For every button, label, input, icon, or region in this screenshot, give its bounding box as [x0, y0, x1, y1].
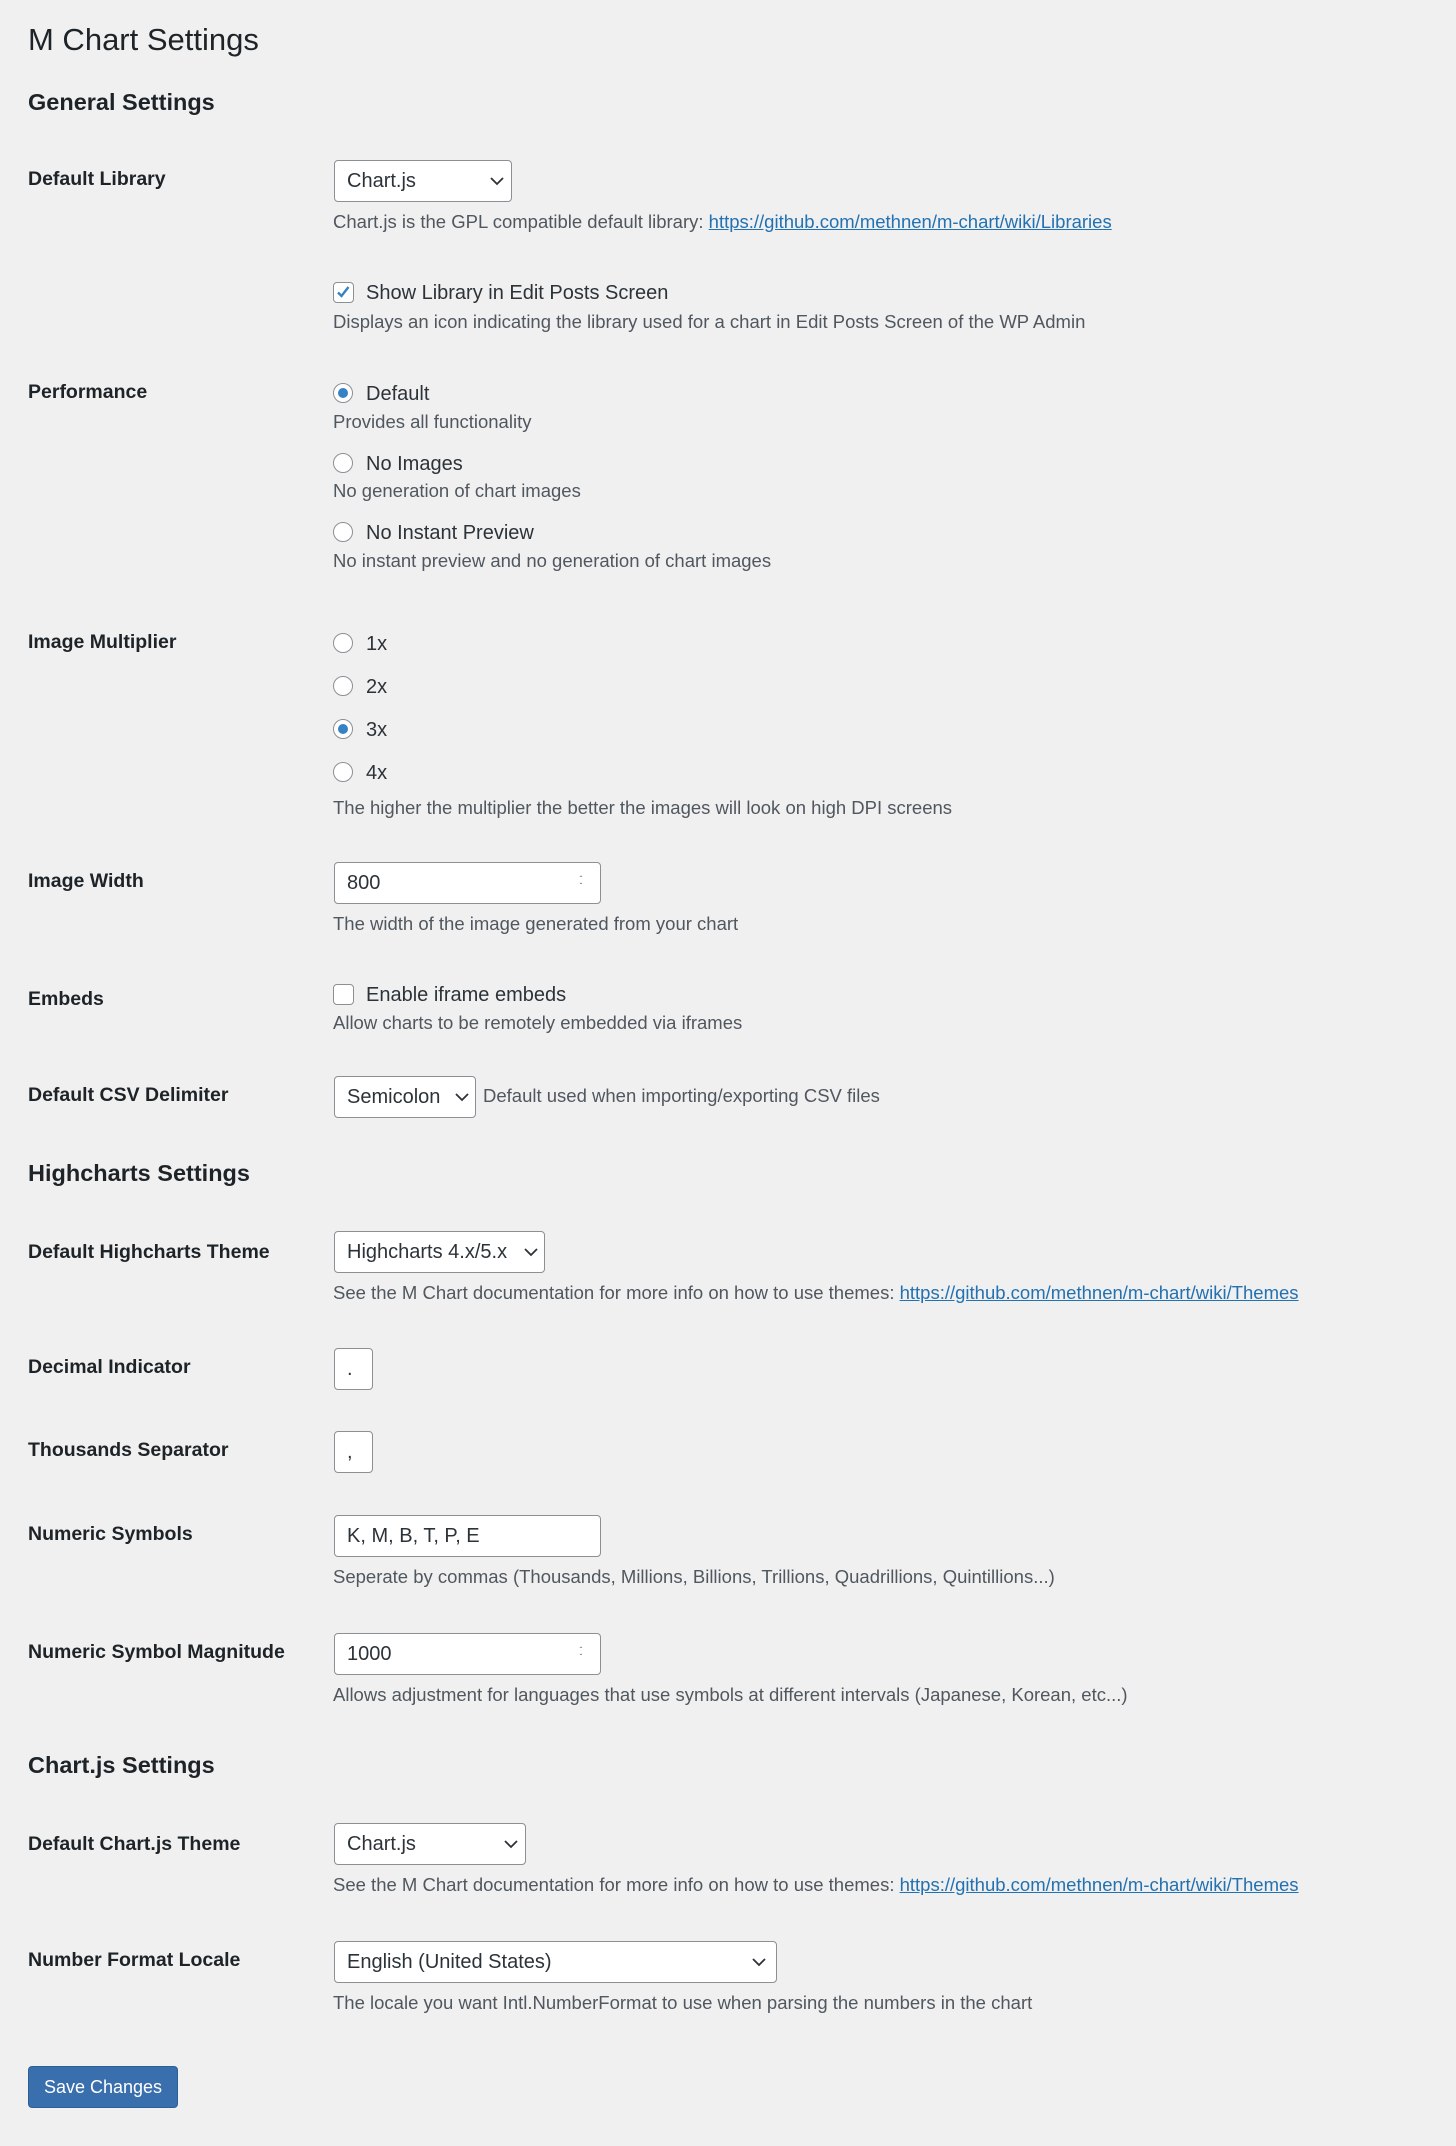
numeric-symbols-input[interactable]: K, M, B, T, P, E [334, 1515, 601, 1557]
multiplier-radio-3x[interactable] [333, 719, 353, 739]
checkmark-icon [334, 283, 352, 301]
multiplier-option-label: 3x [366, 719, 388, 741]
libraries-link[interactable]: https://github.com/methnen/m-chart/wiki/Libraries [708, 211, 1112, 232]
number-format-locale-description: The locale you want Intl.NumberFormat to use when parsing the numbers in the chart [333, 1992, 1033, 2013]
default-library-label: Default Library [28, 168, 166, 190]
page-title: M Chart Settings [28, 22, 259, 57]
chevron-down-icon [449, 1093, 475, 1102]
multiplier-option-label: 2x [366, 676, 388, 698]
default-library-description: Chart.js is the GPL compatible default library: https://github.com/methnen/m-chart/wiki/Libraries [333, 211, 1112, 232]
section-heading-chartjs: Chart.js Settings [28, 1752, 215, 1778]
number-format-locale-select[interactable]: English (United States) [334, 1941, 777, 1983]
show-library-label: Show Library in Edit Posts Screen [366, 282, 669, 304]
decimal-indicator-label: Decimal Indicator [28, 1356, 191, 1378]
chartjs-theme-select[interactable]: Chart.js [334, 1823, 526, 1865]
number-spinner-icon[interactable]: ˆ ˇ [579, 875, 583, 891]
numeric-symbol-magnitude-label: Numeric Symbol Magnitude [28, 1641, 285, 1663]
performance-option-description: No generation of chart images [333, 480, 581, 501]
thousands-separator-label: Thousands Separator [28, 1439, 229, 1461]
image-width-description: The width of the image generated from your chart [333, 913, 739, 934]
multiplier-radio-4x[interactable] [333, 762, 353, 782]
themes-link[interactable]: https://github.com/methnen/m-chart/wiki/Themes [899, 1282, 1299, 1303]
decimal-indicator-input[interactable]: . [334, 1348, 373, 1390]
performance-label: Performance [28, 381, 148, 403]
save-changes-button[interactable]: Save Changes [28, 2066, 178, 2108]
performance-radio-no-instant-preview[interactable] [333, 522, 353, 542]
performance-radio-no-images[interactable] [333, 453, 353, 473]
number-format-locale-label: Number Format Locale [28, 1949, 241, 1971]
chartjs-theme-label: Default Chart.js Theme [28, 1833, 241, 1855]
multiplier-option-label: 1x [366, 633, 388, 655]
default-library-value: Chart.js [347, 169, 416, 192]
enable-iframe-embeds-checkbox[interactable] [333, 984, 354, 1005]
chevron-down-icon [483, 177, 511, 186]
chevron-down-icon [497, 1840, 525, 1849]
highcharts-theme-label: Default Highcharts Theme [28, 1241, 270, 1263]
numeric-symbol-magnitude-input[interactable]: 1000 ˆ ˇ [334, 1633, 601, 1675]
themes-link[interactable]: https://github.com/methnen/m-chart/wiki/Themes [899, 1874, 1299, 1895]
show-library-description: Displays an icon indicating the library used for a chart in Edit Posts Screen of the WP Admin [333, 311, 1086, 332]
multiplier-option-label: 4x [366, 762, 388, 784]
number-spinner-icon[interactable]: ˆ ˇ [579, 1646, 583, 1662]
enable-iframe-embeds-label: Enable iframe embeds [366, 984, 567, 1006]
show-library-checkbox[interactable] [333, 282, 354, 303]
highcharts-theme-description: See the M Chart documentation for more info on how to use themes: https://github.com/methnen/m-chart/wiki/Themes [333, 1282, 1299, 1303]
performance-option-description: No instant preview and no generation of chart images [333, 550, 772, 571]
performance-radio-default[interactable] [333, 383, 353, 403]
performance-option-description: Provides all functionality [333, 411, 532, 432]
chartjs-theme-description: See the M Chart documentation for more info on how to use themes: https://github.com/methnen/m-chart/wiki/Themes [333, 1874, 1299, 1895]
image-width-input[interactable]: 800 ˆ ˇ [334, 862, 601, 904]
csv-delimiter-description: Default used when importing/exporting CSV files [483, 1085, 880, 1106]
numeric-symbol-magnitude-description: Allows adjustment for languages that use symbols at different intervals (Japanese, Korean, etc...) [333, 1684, 1128, 1705]
chevron-down-icon [518, 1248, 544, 1257]
csv-delimiter-label: Default CSV Delimiter [28, 1084, 229, 1106]
thousands-separator-input[interactable]: , [334, 1431, 373, 1473]
numeric-symbols-label: Numeric Symbols [28, 1523, 193, 1545]
performance-option-label: No Images [366, 453, 463, 475]
numeric-symbols-description: Seperate by commas (Thousands, Millions, Billions, Trillions, Quadrillions, Quintillions...) [333, 1566, 1055, 1587]
csv-delimiter-select[interactable]: Semicolon [334, 1076, 476, 1118]
section-heading-general: General Settings [28, 89, 215, 115]
performance-option-label: Default [366, 383, 430, 405]
image-multiplier-description: The higher the multiplier the better the images will look on high DPI screens [333, 797, 953, 818]
multiplier-radio-1x[interactable] [333, 633, 353, 653]
chevron-down-icon [742, 1958, 776, 1967]
section-heading-highcharts: Highcharts Settings [28, 1160, 250, 1186]
embeds-label: Embeds [28, 988, 104, 1010]
image-multiplier-label: Image Multiplier [28, 631, 177, 653]
embeds-description: Allow charts to be remotely embedded via iframes [333, 1012, 743, 1033]
multiplier-radio-2x[interactable] [333, 676, 353, 696]
highcharts-theme-select[interactable]: Highcharts 4.x/5.x [334, 1231, 545, 1273]
image-width-label: Image Width [28, 870, 144, 892]
default-library-select[interactable] [334, 160, 512, 202]
performance-option-label: No Instant Preview [366, 522, 534, 544]
